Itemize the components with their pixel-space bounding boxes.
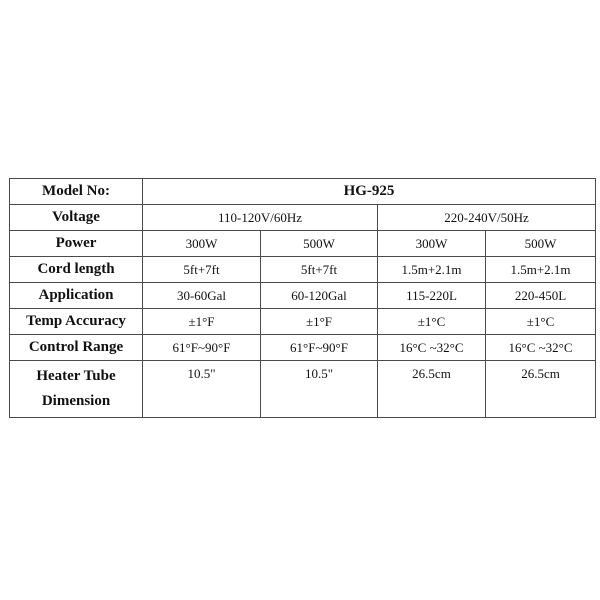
row-control-range [10, 335, 596, 361]
value-voltage-eu: 220-240V/50Hz [378, 205, 596, 231]
value-power: 500W [261, 231, 378, 257]
value-application: 30-60Gal [143, 283, 261, 309]
spec-table [9, 178, 596, 418]
value-temp-accuracy: ±1°C [486, 309, 596, 335]
row-application [10, 283, 596, 309]
value-heater-tube: 10.5" [261, 361, 378, 418]
label-voltage: Voltage [10, 205, 143, 231]
value-heater-tube: 26.5cm [378, 361, 486, 418]
row-cord-length [10, 257, 596, 283]
row-model [10, 179, 596, 205]
row-power [10, 231, 596, 257]
value-control-range: 61°F~90°F [143, 335, 261, 361]
value-control-range: 16°C ~32°C [378, 335, 486, 361]
value-application: 115-220L [378, 283, 486, 309]
value-power: 300W [378, 231, 486, 257]
value-application: 220-450L [486, 283, 596, 309]
label-application: Application [10, 283, 143, 309]
value-voltage-us: 110-120V/60Hz [143, 205, 378, 231]
label-temp-accuracy: Temp Accuracy [10, 309, 143, 335]
value-temp-accuracy: ±1°F [261, 309, 378, 335]
value-heater-tube: 10.5" [143, 361, 261, 418]
value-model-no: HG-925 [143, 179, 596, 205]
label-model-no: Model No: [10, 179, 143, 205]
value-application: 60-120Gal [261, 283, 378, 309]
row-heater-tube [10, 361, 596, 418]
value-control-range: 61°F~90°F [261, 335, 378, 361]
value-temp-accuracy: ±1°C [378, 309, 486, 335]
value-cord-length: 5ft+7ft [143, 257, 261, 283]
value-power: 300W [143, 231, 261, 257]
label-cord-length: Cord length [10, 257, 143, 283]
row-voltage [10, 205, 596, 231]
label-power: Power [10, 231, 143, 257]
value-control-range: 16°C ~32°C [486, 335, 596, 361]
value-temp-accuracy: ±1°F [143, 309, 261, 335]
row-temp-accuracy [10, 309, 596, 335]
label-heater-tube-line1: Heater Tube [36, 368, 116, 384]
label-control-range: Control Range [10, 335, 143, 361]
value-cord-length: 5ft+7ft [261, 257, 378, 283]
value-heater-tube: 26.5cm [486, 361, 596, 418]
value-power: 500W [486, 231, 596, 257]
label-heater-tube-dimension [10, 361, 143, 418]
label-heater-tube-line2: Dimension [41, 393, 111, 409]
value-cord-length: 1.5m+2.1m [378, 257, 486, 283]
value-cord-length: 1.5m+2.1m [486, 257, 596, 283]
